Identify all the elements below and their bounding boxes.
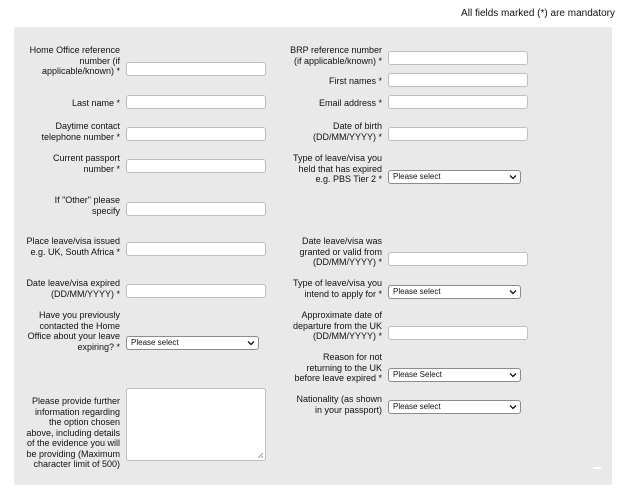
chevron-down-icon [509, 288, 517, 296]
date-expired-label: Date leave/visa expired (DD/MM/YYYY) * [26, 278, 120, 299]
chevron-down-icon [509, 371, 517, 379]
last-name-label: Last name * [71, 98, 120, 108]
dob-input[interactable] [388, 127, 528, 141]
email-label: Email address * [318, 98, 382, 108]
chevron-down-icon [509, 173, 517, 181]
last-name-input[interactable] [126, 95, 266, 109]
apply-type-label: Type of leave/visa you intend to apply for * [292, 278, 382, 299]
brp-ref-input[interactable] [388, 51, 528, 65]
place-issued-label: Place leave/visa issued e.g. UK, South Africa * [26, 236, 120, 257]
other-input[interactable] [126, 202, 266, 216]
contacted-select[interactable]: Please select [126, 336, 259, 350]
nationality-label: Nationality (as shown in your passport) [296, 394, 382, 415]
email-input[interactable] [388, 95, 528, 109]
nationality-select[interactable]: Please select [388, 400, 521, 414]
place-issued-input[interactable] [126, 242, 266, 256]
first-names-label: First names * [328, 76, 382, 86]
brp-ref-label: BRP reference number (if applicable/known) * [290, 45, 382, 66]
panel-corner-mark [593, 467, 601, 469]
reason-select[interactable]: Please Select [388, 368, 521, 382]
departure-input[interactable] [388, 326, 528, 340]
apply-type-select[interactable]: Please select [388, 285, 521, 299]
chevron-down-icon [509, 403, 517, 411]
mandatory-note: All fields marked (*) are mandatory [461, 8, 615, 19]
chevron-down-icon [247, 339, 255, 347]
date-granted-input[interactable] [388, 252, 528, 266]
passport-label: Current passport number * [52, 153, 120, 174]
departure-label: Approximate date of departure from the UK (DD/MM/YYYY) * [292, 310, 382, 341]
visa-type-label: Type of leave/visa you held that has expired e.g. PBS Tier 2 * [292, 153, 382, 184]
visa-type-select[interactable]: Please select [388, 170, 521, 184]
contacted-label: Have you previously contacted the Home Office about your leave expiring? * [27, 310, 120, 352]
other-label: If "Other" please specify [54, 195, 120, 216]
daytime-phone-label: Daytime contact telephone number * [41, 121, 120, 142]
further-info-label: Please provide further information regarding the option chosen above, including details of the evidence you will be providing (Maximum character limit of 500) [26, 396, 120, 469]
dob-label: Date of birth (DD/MM/YYYY) * [312, 121, 382, 142]
reason-label: Reason for not returning to the UK before leave expired * [294, 352, 382, 383]
further-info-textarea[interactable] [126, 388, 266, 461]
home-office-ref-input[interactable] [126, 62, 266, 76]
home-office-ref-label: Home Office reference number (if applicable/known) * [29, 45, 120, 76]
first-names-input[interactable] [388, 73, 528, 87]
daytime-phone-input[interactable] [126, 127, 266, 141]
resize-grip-icon[interactable] [257, 452, 264, 459]
date-granted-label: Date leave/visa was granted or valid from (DD/MM/YYYY) * [299, 236, 382, 267]
date-expired-input[interactable] [126, 284, 266, 298]
passport-input[interactable] [126, 159, 266, 173]
